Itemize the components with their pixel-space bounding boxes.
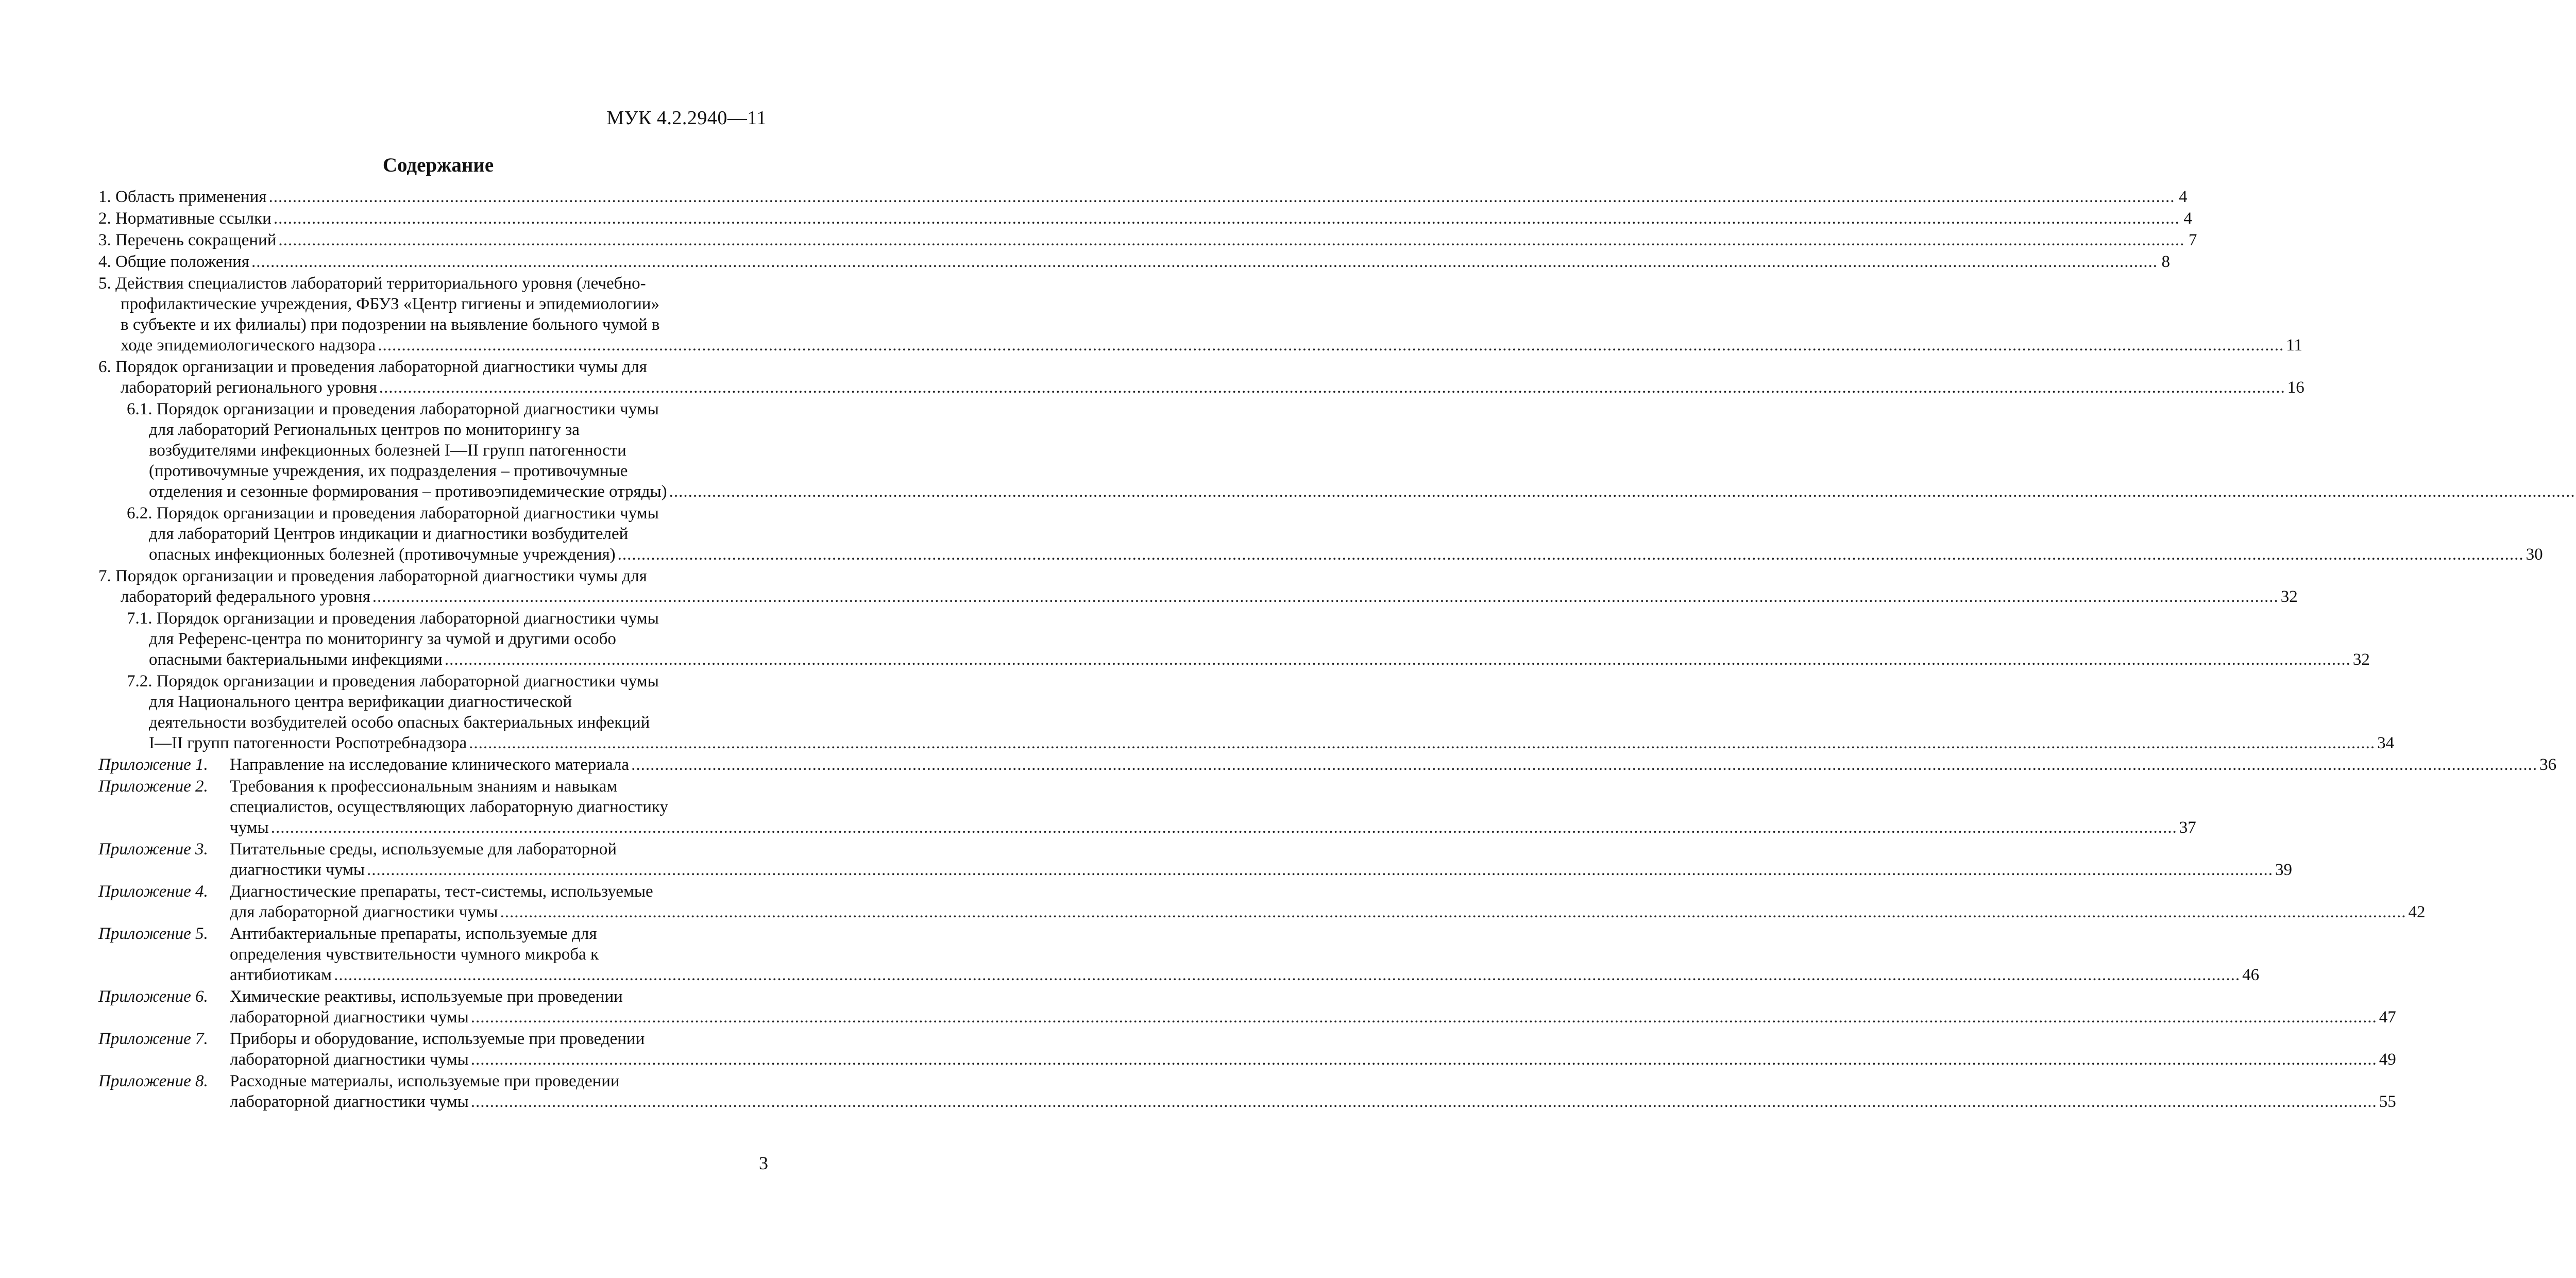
toc-entry-line: специалистов, осуществляющих лабораторную диагностику — [230, 798, 668, 816]
dot-leader: ................................................................................................................................................................................................................................................................................................................................................................................................................ — [372, 587, 2279, 606]
dot-leader: ................................................................................................................................................................................................................................................................................................................................................................................................................ — [367, 861, 2274, 879]
toc-entry-line: определения чувствительности чумного микроба к — [230, 945, 599, 964]
toc-entry[interactable] — [98, 357, 2304, 398]
toc-entry-line: возбудителями инфекционных болезней I—II групп патогенности — [149, 441, 626, 460]
dot-leader: ................................................................................................................................................................................................................................................................................................................................................................................................................ — [278, 231, 2185, 249]
toc-entry-line: Антибактериальные препараты, используемые для — [230, 924, 597, 943]
toc-entry-text: 2. Нормативные ссылки — [98, 209, 272, 228]
toc-page-number: 34 — [2377, 734, 2395, 752]
toc-page-number: 7 — [2188, 231, 2197, 249]
toc-entry-text: лабораторной диагностики чумы — [230, 1008, 469, 1027]
dot-leader: ................................................................................................................................................................................................................................................................................................................................................................................................................ — [378, 336, 2284, 355]
toc-entry-text: I—II групп патогенности Роспотребнадзора — [149, 734, 467, 752]
toc-appendix-entry[interactable] — [98, 986, 2396, 1028]
toc-entry-line — [230, 1007, 2396, 1028]
toc-page-number: 30 — [2526, 545, 2543, 564]
toc-page-number: 42 — [2408, 903, 2426, 921]
toc-page-number: 46 — [2242, 966, 2260, 984]
toc-entry-line — [127, 649, 2370, 670]
toc-appendix-entry[interactable] — [98, 1071, 2396, 1112]
toc-title: Содержание — [382, 154, 494, 176]
dot-leader: ................................................................................................................................................................................................................................................................................................................................................................................................................ — [470, 1092, 2377, 1111]
toc-entry-line — [230, 1091, 2396, 1112]
toc-entry-line: 7.2. Порядок организации и проведения лабораторной диагностики чумы — [127, 672, 659, 691]
appendix-label: Приложение 2. — [98, 777, 208, 796]
dot-leader: ................................................................................................................................................................................................................................................................................................................................................................................................................ — [270, 818, 2177, 837]
toc-entry-text: лабораторной диагностики чумы — [230, 1092, 469, 1111]
toc-appendix-entry[interactable] — [98, 754, 2557, 775]
toc-entry-line: 6.1. Порядок организации и проведения лабораторной диагностики чумы — [127, 400, 659, 418]
toc-page-number: 4 — [2178, 188, 2188, 206]
appendix-title — [230, 881, 2426, 922]
appendix-label: Приложение 8. — [98, 1072, 208, 1090]
toc-entry-text: 4. Общие положения — [98, 253, 249, 271]
toc-entry-text: отделения и сезонные формирования – противоэпидемические отряды) — [149, 482, 667, 501]
toc-entry[interactable] — [98, 251, 2170, 272]
toc-entry[interactable] — [98, 608, 2370, 670]
toc-entry-line — [98, 187, 2188, 207]
toc-entry[interactable] — [98, 208, 2192, 229]
toc-page-number: 47 — [2379, 1008, 2396, 1027]
toc-page-number: 39 — [2275, 861, 2293, 879]
toc-entry-text: ходе эпидемиологического надзора — [121, 336, 376, 355]
toc-entry-line: 7.1. Порядок организации и проведения лабораторной диагностики чумы — [127, 609, 659, 628]
toc-entry-line: (противочумные учреждения, их подразделения – противочумные — [149, 462, 628, 480]
table-of-contents — [98, 187, 2575, 1113]
toc-entry-text: 1. Область применения — [98, 188, 267, 206]
dot-leader: ................................................................................................................................................................................................................................................................................................................................................................................................................ — [470, 1050, 2377, 1069]
toc-entry-text: лабораторий регионального уровня — [121, 378, 377, 397]
toc-entry-line: 7. Порядок организации и проведения лабораторной диагностики чумы для — [98, 567, 647, 585]
toc-entry-line: профилактические учреждения, ФБУЗ «Центр гигиены и эпидемиологии» — [121, 295, 659, 313]
dot-leader: ................................................................................................................................................................................................................................................................................................................................................................................................................ — [617, 545, 2524, 564]
toc-entry-line — [98, 251, 2170, 272]
toc-entry-line: для лабораторий Региональных центров по мониторингу за — [149, 421, 580, 439]
toc-page-number: 32 — [2352, 650, 2370, 669]
toc-entry-line — [230, 817, 2196, 838]
toc-entry-line: 5. Действия специалистов лабораторий территориального уровня (лечебно- — [98, 274, 646, 293]
toc-entry[interactable] — [98, 566, 2298, 607]
toc-entry-line: в субъекте и их филиалы) при подозрении на выявление больного чумой в — [121, 315, 660, 334]
toc-entry-text: для лабораторной диагностики чумы — [230, 903, 498, 921]
appendix-title — [230, 754, 2557, 775]
toc-entry-text: Направление на исследование клинического материала — [230, 755, 630, 774]
toc-appendix-entry[interactable] — [98, 776, 2196, 838]
toc-entry-line: Химические реактивы, используемые при проведении — [230, 987, 623, 1006]
toc-entry-line: для Референс-центра по мониторингу за чумой и другими особо — [149, 630, 616, 648]
appendix-title — [230, 1071, 2396, 1112]
toc-entry-line — [98, 230, 2197, 250]
toc-entry-text: лабораторной диагностики чумы — [230, 1050, 469, 1069]
toc-page-number: 55 — [2379, 1092, 2396, 1111]
toc-entry-line — [127, 481, 2575, 502]
toc-entry-line — [230, 965, 2260, 985]
toc-entry[interactable] — [98, 230, 2197, 250]
document-code: МУК 4.2.2940—11 — [606, 107, 767, 129]
dot-leader: ................................................................................................................................................................................................................................................................................................................................................................................................................ — [500, 903, 2406, 921]
appendix-title — [230, 1029, 2396, 1070]
toc-entry-line: 6. Порядок организации и проведения лабораторной диагностики чумы для — [98, 358, 647, 376]
toc-entry[interactable] — [98, 273, 2302, 356]
appendix-title — [230, 776, 2196, 838]
dot-leader: ................................................................................................................................................................................................................................................................................................................................................................................................................ — [469, 734, 2376, 752]
toc-appendix-entry[interactable] — [98, 923, 2260, 985]
dot-leader: ................................................................................................................................................................................................................................................................................................................................................................................................................ — [379, 378, 2285, 397]
appendix-label: Приложение 7. — [98, 1030, 208, 1048]
toc-entry-text: антибиотикам — [230, 966, 332, 984]
toc-entry-text: лабораторий федерального уровня — [121, 587, 370, 606]
appendix-title — [230, 923, 2260, 985]
toc-entry[interactable] — [98, 503, 2543, 565]
toc-page-number: 8 — [2161, 253, 2170, 271]
toc-entry-line — [230, 754, 2557, 775]
dot-leader: ................................................................................................................................................................................................................................................................................................................................................................................................................ — [273, 209, 2180, 228]
appendix-label: Приложение 1. — [98, 755, 208, 774]
toc-entry-line: 6.2. Порядок организации и проведения лабораторной диагностики чумы — [127, 504, 659, 523]
toc-entry-line: Требования к профессиональным знаниям и навыкам — [230, 777, 618, 796]
toc-page-number: 37 — [2179, 818, 2196, 837]
toc-entry-text: опасными бактериальными инфекциями — [149, 650, 443, 669]
toc-entry-line — [127, 544, 2543, 565]
toc-entry[interactable] — [98, 671, 2395, 753]
appendix-label: Приложение 4. — [98, 882, 208, 901]
toc-entry[interactable] — [98, 187, 2188, 207]
toc-entry-text: опасных инфекционных болезней (противочумные учреждения) — [149, 545, 616, 564]
dot-leader: ................................................................................................................................................................................................................................................................................................................................................................................................................ — [669, 482, 2575, 501]
toc-entry[interactable] — [98, 399, 2575, 502]
dot-leader: ................................................................................................................................................................................................................................................................................................................................................................................................................ — [444, 650, 2351, 669]
toc-entry-line — [230, 860, 2293, 880]
toc-entry-line: для лабораторий Центров индикации и диагностики возбудителей — [149, 525, 629, 543]
dot-leader: ................................................................................................................................................................................................................................................................................................................................................................................................................ — [631, 755, 2538, 774]
toc-entry-line — [127, 733, 2395, 753]
toc-appendix-entry[interactable] — [98, 839, 2293, 880]
appendix-label: Приложение 5. — [98, 924, 208, 943]
toc-page-number: 32 — [2280, 587, 2298, 606]
toc-entry-line — [98, 586, 2298, 607]
page-number: 3 — [759, 1153, 768, 1173]
toc-entry-text: диагностики чумы — [230, 861, 365, 879]
toc-page-number: 49 — [2379, 1050, 2396, 1069]
toc-entry-line — [98, 335, 2302, 356]
toc-entry-line: для Национального центра верификации диагностической — [149, 693, 572, 711]
dot-leader: ................................................................................................................................................................................................................................................................................................................................................................................................................ — [251, 253, 2158, 271]
toc-page-number: 11 — [2286, 336, 2302, 355]
toc-entry-line: деятельности возбудителей особо опасных бактериальных инфекций — [149, 713, 650, 732]
appendix-label: Приложение 3. — [98, 840, 208, 859]
toc-entry-line — [98, 377, 2304, 398]
appendix-label: Приложение 6. — [98, 987, 208, 1006]
toc-entry-line: Диагностические препараты, тест-системы, используемые — [230, 882, 653, 901]
toc-entry-line: Расходные материалы, используемые при проведении — [230, 1072, 620, 1090]
toc-entry-line: Питательные среды, используемые для лабораторной — [230, 840, 617, 859]
toc-entry-line — [98, 208, 2192, 229]
dot-leader: ................................................................................................................................................................................................................................................................................................................................................................................................................ — [470, 1008, 2377, 1027]
appendix-title — [230, 839, 2293, 880]
toc-entry-line — [230, 902, 2426, 922]
toc-entry-line — [230, 1049, 2396, 1070]
toc-entry-text: 3. Перечень сокращений — [98, 231, 277, 249]
dot-leader: ................................................................................................................................................................................................................................................................................................................................................................................................................ — [268, 188, 2175, 206]
dot-leader: ................................................................................................................................................................................................................................................................................................................................................................................................................ — [334, 966, 2241, 984]
toc-page-number: 4 — [2183, 209, 2192, 228]
toc-appendix-entry[interactable] — [98, 881, 2426, 922]
toc-page-number: 16 — [2287, 378, 2304, 397]
toc-entry-line: Приборы и оборудование, используемые при проведении — [230, 1030, 645, 1048]
toc-page-number: 36 — [2539, 755, 2557, 774]
toc-appendix-entry[interactable] — [98, 1029, 2396, 1070]
appendix-title — [230, 986, 2396, 1028]
toc-entry-text: чумы — [230, 818, 269, 837]
